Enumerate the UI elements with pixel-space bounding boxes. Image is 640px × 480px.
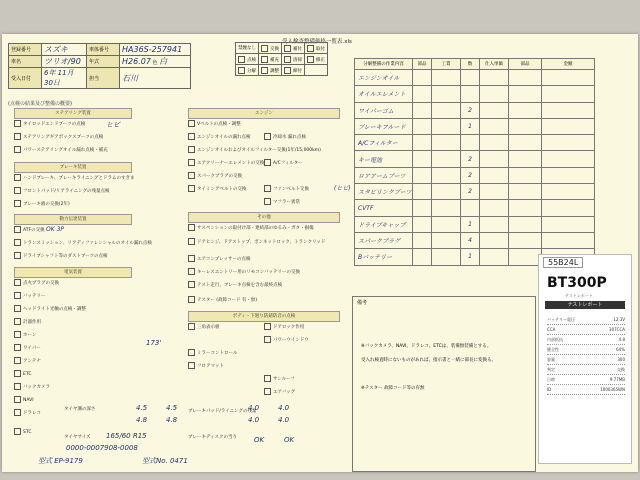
check-item: キーレスエントリー用のリモコンバッテリーの交換 — [188, 268, 300, 275]
table-row: A/Cフィルター — [355, 135, 595, 151]
flag-cell: 禁煙なし — [236, 43, 259, 54]
receipt-line: 健全性 64% — [547, 347, 625, 355]
check-item: Vベルトの点検・調整 — [188, 120, 241, 127]
check-item: ブレーキ液の交換(2年) — [14, 200, 70, 207]
group-other: その他 — [188, 212, 340, 223]
flag-cell: 補充 — [259, 54, 282, 65]
check-item: A/Cフィルター — [264, 159, 303, 166]
check-item: テスト走行、ブレーキ点検を含む最終点検 — [188, 281, 282, 288]
flag-table — [235, 42, 328, 76]
check-item: エアバッグ — [264, 388, 295, 395]
remarks-line: ※テスター 故障コード等の有無 — [361, 386, 425, 391]
battery-test-receipt — [538, 254, 632, 464]
pad-front-right: 4.0 — [278, 404, 290, 412]
check-item: スパークプラグの交換 — [188, 172, 242, 179]
receipt-line: 内部抵抗 4.8 — [547, 337, 625, 345]
handwritten-note: ヒビ — [106, 121, 120, 129]
pad-front-left: 4.0 — [248, 404, 260, 412]
check-item: マフラー異常 — [264, 198, 300, 205]
table-row: ドライブキャップ 1 — [355, 216, 595, 232]
check-item: STC — [14, 428, 31, 435]
disc-rear: OK — [284, 436, 295, 444]
flag-cell: 補付 — [282, 43, 305, 54]
remarks-line: ※バックカメラ、NAVI、ドラレコ、ETCは、装備無装備とする。 — [361, 344, 492, 349]
check-item: ドアロック作用 — [264, 323, 304, 330]
receipt-line: バッテリー電圧 12.3V — [547, 317, 625, 325]
table-row: スタビリンクブーツ 2 — [355, 184, 595, 200]
flag-cell: 修正 — [305, 54, 328, 65]
flag-cell — [305, 65, 328, 76]
receipt-line: 容量 300 — [547, 357, 625, 365]
check-item: ドライブシャフト等のダストブーツの点検 — [14, 252, 108, 259]
pad-rear-right: 4.0 — [278, 416, 290, 424]
registration-value: スズキ — [42, 44, 87, 56]
flag-cell: 調整 — [259, 65, 282, 76]
check-item: エアコンプレッサーの点検 — [188, 255, 251, 262]
sheet-title: 受入検査整備価格一覧表.xls — [282, 39, 352, 45]
disc-front: OK — [254, 436, 265, 444]
table-row: ブレーキフルード 1 — [355, 118, 595, 134]
bottom-note: 0000-0007908-0008 — [66, 444, 138, 452]
group-electrical: 電気装置 — [14, 267, 132, 278]
group-brake: ブレーキ装置 — [14, 162, 132, 173]
row-note: (ヒビ) — [334, 185, 351, 192]
check-item: ヘッドライト光軸の点検・調整 — [14, 305, 86, 312]
check-item: ATFの交換 OK 3P — [14, 226, 64, 233]
check-item: フロントパッド/リアライニングの残量点検 — [14, 187, 110, 194]
check-item: テスター (故障コード 有・無) — [188, 296, 257, 303]
flag-cell: 取付 — [305, 43, 328, 54]
receipt-line: 日時 9.77MB — [547, 377, 625, 385]
flag-cell: 締付 — [282, 65, 305, 76]
staff-value: 石川 — [120, 68, 191, 89]
table-row: スパークプラグ 4 — [355, 232, 595, 248]
chassis-value: HA36S-257941 — [120, 44, 191, 56]
check-item: タイミングベルトの交換 — [188, 185, 246, 192]
check-item: エンジンオイルの漏れ点検 — [188, 133, 251, 140]
check-item: 点火プラグの交換 — [14, 279, 59, 286]
check-item: エンジンオイルおよびオイルフィルター交換(1年/15,000km) — [188, 146, 321, 153]
group-steering: ステアリング装置 — [14, 108, 132, 119]
column-header: 分解整備の作業内容 — [355, 59, 413, 70]
year-label: 年式 — [87, 56, 120, 68]
check-item: ハンドブレーキ、ブレーキライニングとドラムのすきま — [14, 174, 134, 181]
flag-cell: 点検 — [236, 54, 259, 65]
tire-rear-left: 4.8 — [136, 416, 148, 424]
model-value: ツリオ/90 — [42, 56, 87, 68]
check-item: 冷却水 漏れ点検 — [264, 133, 306, 140]
vehicle-info-table — [8, 43, 191, 89]
check-item: タイロッドエンドブーツの点検 — [14, 120, 85, 127]
flag-cell: 清掃 — [282, 54, 305, 65]
check-item: ドラレコ — [14, 409, 41, 416]
check-item: ドアヒンジ、ドアストップ、ボンネットロック、トランクリッド — [188, 238, 325, 245]
disc-label: ブレーキディスクの当り — [188, 435, 237, 440]
column-header: 部品 — [509, 59, 542, 70]
table-row: ワイパーゴム 2 — [355, 102, 595, 118]
check-item: サンルーフ — [264, 375, 295, 382]
check-item: バッテリー — [14, 292, 46, 299]
check-item: ミラーコントロール — [188, 349, 237, 356]
tire-rear-right: 4.8 — [166, 416, 178, 424]
tester-model: BT300P — [547, 275, 607, 291]
group-drivetrain: 動力伝達装置 — [14, 214, 132, 225]
check-item: 三角表示板 — [188, 323, 220, 330]
pad-label: ブレーキパッド/ライニングの残量 — [188, 409, 257, 414]
receipt-line: ID 1000365WN — [547, 387, 625, 395]
table-row: Bバッテリー 1 — [355, 249, 595, 265]
tire-depth-label: タイヤ溝の深さ — [64, 407, 96, 412]
table-row: オイルエレメント — [355, 86, 595, 102]
check-item: パワーウインドウ — [264, 336, 309, 343]
flag-cell: 交換 — [259, 43, 282, 54]
receipt-line: CCA 307CCA — [547, 327, 625, 335]
checklist-heading: (点検の結果及び整備の概要) — [8, 101, 72, 107]
work-table — [354, 58, 595, 266]
receipt-line: 判定 交換 — [547, 367, 625, 375]
group-body: ボディ・下廻り防錆防音の点検 — [188, 311, 340, 322]
remarks-box — [352, 296, 536, 472]
column-header: 部品 — [413, 59, 432, 70]
remarks-line: 受入れ検査時にないものがあれば、指示書と一緒に部長に変換る。 — [361, 358, 496, 363]
flag-cell: 分解 — [236, 65, 259, 76]
check-item: サスペンションの取付け部・連結部のゆるみ・ガタ・損傷 — [188, 224, 314, 231]
check-item: 計器作用 — [14, 318, 41, 325]
battery-code: 55B24L — [543, 257, 583, 268]
check-item: フロアマット — [188, 362, 224, 369]
check-item: ステアリングギアボックスブーツの点検 — [14, 133, 103, 140]
tire-front-left: 4.5 — [136, 404, 148, 412]
column-header: 数 — [461, 59, 480, 70]
table-row: CVTF — [355, 200, 595, 216]
handwritten-note: 173' — [146, 339, 162, 347]
registration-label: 登録番号 — [9, 44, 42, 56]
check-item: アンテナ — [14, 357, 41, 364]
table-row: キー電池 2 — [355, 151, 595, 167]
staff-label: 担当 — [87, 68, 120, 89]
pad-rear-left: 4.0 — [248, 416, 260, 424]
column-header: 工賃 — [432, 59, 461, 70]
tire-size-value: 165/60 R15 — [106, 432, 147, 440]
check-item: トランスミッション、リアディファレンシャルのオイル漏れ点検 — [14, 239, 152, 246]
check-item: エアクリーナーエレメントの交換 — [188, 159, 264, 166]
model-label: 車名 — [9, 56, 42, 68]
check-item: パワーステアリングオイル漏れ点検・補充 — [14, 146, 108, 153]
column-header: 金額 — [542, 59, 595, 70]
table-row: エンジンオイル — [355, 70, 595, 86]
remarks-title: 備考 — [357, 300, 368, 306]
check-item: ETC — [14, 370, 31, 377]
check-item: バックカメラ — [14, 383, 50, 390]
year-value: H26.07 色 白 — [120, 56, 191, 68]
receipt-subtitle: テストレポート — [565, 293, 593, 298]
bottom-note: 型式No. 0471 — [142, 457, 188, 465]
check-item: NAVI — [14, 396, 34, 403]
receipt-banner: テストレポート — [545, 301, 625, 309]
date-value: 6年 11月 30日 — [42, 68, 87, 89]
table-row: ロアアームブーツ 2 — [355, 167, 595, 183]
column-header: 仕入単価 — [480, 59, 509, 70]
bottom-note: 型式 EP-9179 — [38, 457, 83, 465]
date-label: 受入日付 — [9, 68, 42, 89]
tire-front-right: 4.5 — [166, 404, 178, 412]
check-item: ファンベルト交換 — [264, 185, 309, 192]
check-item: ワイパー — [14, 344, 41, 351]
tire-size-label: タイヤサイズ — [64, 435, 91, 440]
check-item: ホーン — [14, 331, 36, 338]
group-engine: エンジン — [188, 108, 340, 119]
chassis-label: 車体番号 — [87, 44, 120, 56]
